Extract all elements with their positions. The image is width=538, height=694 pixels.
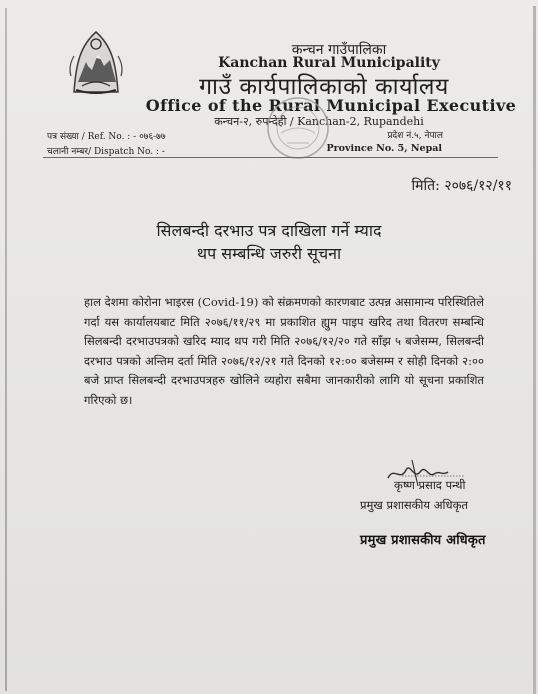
notice-title-line1: सिलबन्दी दरभाउ पत्र दाखिला गर्ने म्याद	[156, 221, 382, 240]
letter-date: मिति: २०७६/१२/११	[411, 178, 512, 194]
office-round-stamp	[265, 95, 331, 161]
province-np: प्रदेश नं.५, नेपाल	[387, 131, 443, 141]
notice-body: हाल देशमा कोरोना भाइरस (Covid-19) को संक्रमणको कारणबाट उत्पन्न असामान्य परिस्थितिले गर्दा यस कार्यालयबाट मिति २०७६/११/२९ मा प्रकाशित ह्युम पाइप खरिद तथा वितरण सम्बन्धि सिलबन्दी दरभाउपत्रको खरिद म्याद थप गरी मिति २०७६/१२/२० गते साँझ ५ बजेसम्म, सिलबन्दी दरभाउ पत्रको अन्तिम दर्ता मिति २०७६/१२/२१ गते दिनको १२:०० बजेसम्म र सोही दिनको २:०० बजे प्राप्त सिलबन्दी दरभाउपत्रहरु खोलिने व्यहोरा सबैमा जानकारीको लागि यो सूचना प्रकाशित गरिएको छ।	[84, 295, 484, 407]
reference-number: पत्र संख्या / Ref. No. : - ०७६-७७	[47, 132, 166, 142]
office-name-np: गाउँ कार्यपालिकाको कार्यालय	[199, 74, 449, 100]
province-en: Province No. 5, Nepal	[326, 143, 442, 154]
designation-stamp: प्रमुख प्रशासकीय अधिकृत	[360, 533, 486, 548]
office-address: कन्चन-२, रुपन्देही / Kanchan-2, Rupandehi	[214, 115, 424, 128]
dispatch-number: चलानी नम्बर/ Dispatch No. : -	[47, 147, 165, 157]
header-divider	[43, 157, 498, 158]
municipality-name-np: कन्चन गाउँपालिका	[291, 42, 387, 58]
office-name-en: Office of the Rural Municipal Executive	[145, 96, 517, 115]
signatory-designation: प्रमुख प्रशासकीय अधिकृत	[360, 498, 468, 512]
signatory-name: कृष्ण प्रसाद पन्थी	[394, 478, 466, 492]
notice-title-line2: थप सम्बन्धि जरुरी सूचना	[196, 244, 342, 263]
page-edge-left	[5, 8, 7, 691]
municipality-name-en: Kanchan Rural Municipality	[218, 55, 440, 71]
